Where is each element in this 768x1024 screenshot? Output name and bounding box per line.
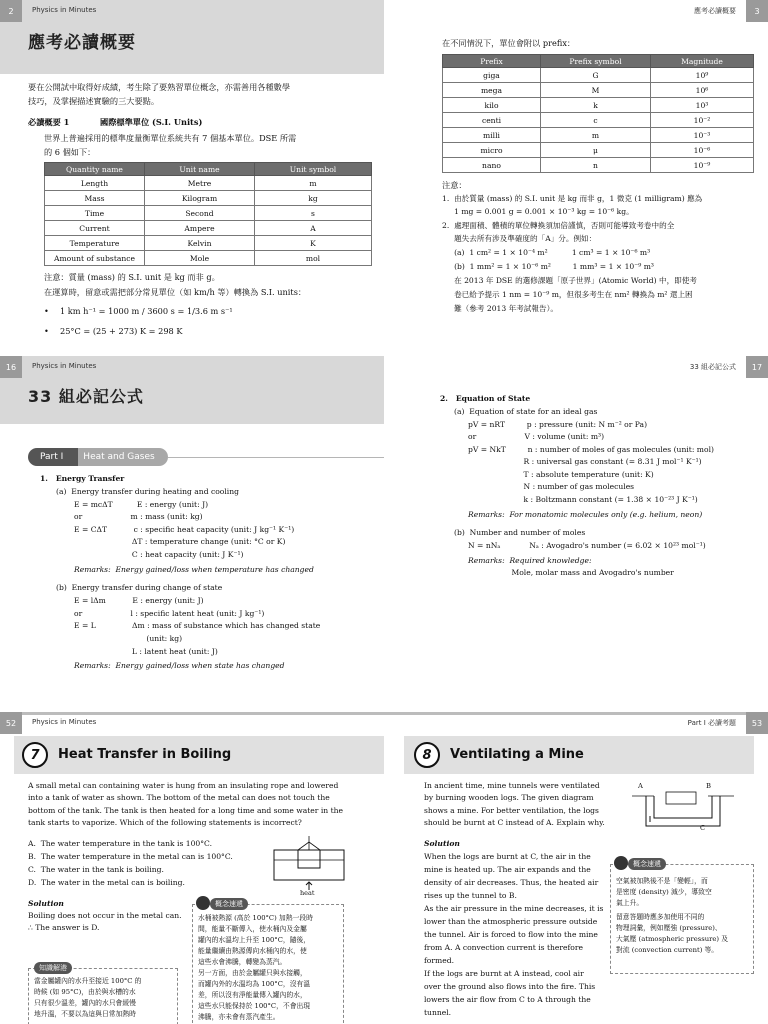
- table-header: Magnitude: [651, 55, 754, 68]
- diagram-label-c: C: [700, 824, 706, 832]
- table-cell: 10⁻⁶: [651, 143, 754, 158]
- running-header: Physics in Minutes: [32, 6, 97, 14]
- table-cell: Amount of substance: [45, 251, 145, 266]
- formula-line: E = CΔT c : specific heat capacity (unit: J kg⁻¹ K⁻¹): [74, 525, 295, 534]
- page-number: 3: [746, 0, 768, 22]
- page-16: [0, 356, 384, 698]
- concept-text: 是密度 (density) 減少，導致空: [616, 888, 712, 896]
- table-cell: 10³: [651, 98, 754, 113]
- question-title: Ventilating a Mine: [450, 747, 584, 762]
- section-name: 國際標準單位 (S.I. Units): [100, 117, 203, 127]
- concept-text: 罐內的水溫均上升至 100°C，隨後，: [198, 936, 311, 944]
- table-row: [443, 143, 754, 158]
- formula-line: E = mcΔT E : energy (unit: J): [74, 500, 209, 509]
- page-52: [0, 712, 384, 1024]
- extra-tag: 知識解港: [34, 962, 72, 974]
- table-row: [45, 206, 372, 221]
- table-cell: s: [255, 206, 372, 221]
- part-banner: [28, 448, 168, 466]
- question-number: 8: [414, 742, 440, 768]
- table-cell: c: [541, 113, 651, 128]
- table-cell: Current: [45, 221, 145, 236]
- solution-text: mine is heated up. The air expands and the: [424, 865, 591, 874]
- question-text: tank starts to vaporize. Which of the following statements is incorrect?: [28, 818, 302, 827]
- concept-tag: 概念速遞: [210, 898, 248, 910]
- concept-text: 這些水只能保持於 100°C，不會出現: [198, 1002, 311, 1010]
- table-cell: kg: [255, 191, 372, 206]
- formula-heading: 1. Energy Transfer: [40, 474, 125, 483]
- formula-line: ΔT : temperature change (unit: °C or K): [74, 537, 286, 546]
- solution-text: the tunnel. Air is forced to flow into the mine: [424, 930, 598, 939]
- formula-line: or V : volume (unit: m³): [468, 432, 605, 441]
- concept-text: 氣上升。: [616, 899, 644, 907]
- solution-text: Boiling does not occur in the metal can.: [28, 911, 182, 920]
- table-header: Prefix: [443, 55, 541, 68]
- page-title: 應考必讀概要: [28, 33, 136, 53]
- concept-text: 留意答題時應多加使用不同的: [616, 913, 705, 921]
- formula-line: or l : specific latent heat (unit: J kg⁻¹): [74, 609, 265, 618]
- page-3: [384, 0, 768, 342]
- note-line: 2. 處理面積、體積的單位轉換須加倍謹慎，否則可能導致考卷中的全: [442, 221, 675, 230]
- formula-line: (b) Energy transfer during change of state: [56, 583, 223, 592]
- note-line: (a) 1 cm² = 1 × 10⁻⁴ m² 1 cm³ = 1 × 10⁻⁶ m³: [442, 248, 651, 257]
- bullet-text: 1 km h⁻¹ = 1000 m / 3600 s = 1/3.6 m s⁻¹: [60, 306, 233, 316]
- remarks-line: Remarks: Energy gained/loss when temperature has changed: [74, 565, 314, 574]
- question-text: In ancient time, mine tunnels were ventilated: [424, 781, 600, 790]
- table-cell: k: [541, 98, 651, 113]
- running-header: Physics in Minutes: [32, 718, 97, 726]
- solution-text: density of air decreases. Thus, the heated air: [424, 878, 599, 887]
- table-cell: mega: [443, 83, 541, 98]
- formula-line: C : heat capacity (unit: J K⁻¹): [74, 550, 244, 559]
- question-text: should be burnt at C instead of A. Explain why.: [424, 818, 605, 827]
- page-number: 52: [0, 712, 22, 734]
- table-cell: Second: [145, 206, 255, 221]
- spread-divider: [0, 342, 768, 356]
- top-rule: [0, 712, 384, 715]
- table-cell: G: [541, 68, 651, 83]
- section-text: 的 6 個如下：: [44, 147, 96, 157]
- note-line: 在 2013 年 DSE 的選修課題「原子世界」(Atomic World) 中，即使考: [442, 276, 697, 285]
- table-row: [45, 176, 372, 191]
- solution-text: When the logs are burnt at C, the air in the: [424, 852, 591, 861]
- question-text: shows a mine. For better ventilation, the logs: [424, 806, 599, 815]
- diagram-label-b: B: [706, 782, 711, 790]
- table-cell: Time: [45, 206, 145, 221]
- table-row: [45, 251, 372, 266]
- table-cell: M: [541, 83, 651, 98]
- page-number: 16: [0, 356, 22, 378]
- table-cell: 10⁻⁹: [651, 158, 754, 173]
- page-2: [0, 0, 384, 342]
- formula-line: (a) Energy transfer during heating and cooling: [56, 487, 239, 496]
- concept-text: 大氣壓 (atmospheric pressure) 及: [616, 935, 729, 943]
- page-title: 33 組必記公式: [28, 387, 144, 406]
- bullet-text: 25°C = (25 + 273) K = 298 K: [60, 326, 183, 336]
- table-row: [45, 236, 372, 251]
- remarks-line: Remarks: For monatomic molecules only (e.g. helium, neon): [468, 510, 703, 519]
- concept-text: 這些水會沸騰，轉變為蒸汽。: [198, 958, 287, 966]
- extra-text: 當金屬罐內的水升至接近 100°C 的: [34, 977, 142, 985]
- lightbulb-icon: [614, 856, 628, 870]
- solution-heading: Solution: [424, 839, 460, 848]
- formula-line: pV = nRT p : pressure (unit: N m⁻² or Pa): [468, 420, 648, 429]
- table-cell: m: [255, 176, 372, 191]
- section-label: 必讀概要 1: [28, 117, 70, 127]
- solution-text: ∴ The answer is D.: [28, 923, 100, 932]
- option-c: C. The water in the tank is boiling.: [28, 865, 164, 874]
- question-text: by burning wooden logs. The given diagram: [424, 793, 594, 802]
- question-title: Heat Transfer in Boiling: [58, 747, 232, 762]
- diagram-label-a: A: [638, 782, 643, 790]
- running-header: Physics in Minutes: [32, 362, 97, 370]
- note-line: (b) 1 mm² = 1 × 10⁻⁶ m² 1 mm³ = 1 × 10⁻⁹ m³: [442, 262, 654, 271]
- solution-text: rises up the tunnel to B.: [424, 891, 517, 900]
- spread-units: [0, 0, 768, 342]
- table-cell: 10⁹: [651, 68, 754, 83]
- table-row: [45, 191, 372, 206]
- heat-label: heat: [300, 889, 315, 897]
- units-table: [44, 162, 372, 266]
- formula-line: (unit: kg): [74, 634, 183, 643]
- concept-text: 間，能量不斷傳入，使水桶內及金屬: [198, 925, 307, 933]
- table-cell: mol: [255, 251, 372, 266]
- solution-text: over the ground also flows into the fire. This: [424, 982, 596, 991]
- table-row: [443, 158, 754, 173]
- table-cell: Kelvin: [145, 236, 255, 251]
- table-header: Unit name: [145, 163, 255, 176]
- note-line: 1 mg = 0.001 g = 0.001 × 10⁻³ kg = 10⁻⁶ kg。: [442, 207, 634, 216]
- mine-diagram: [628, 782, 738, 832]
- page-53: [384, 712, 768, 1024]
- concept-text: 物理詞彙，例如壓強 (pressure)、: [616, 924, 722, 932]
- formula-line: T : absolute temperature (unit: K): [468, 470, 654, 479]
- option-b: B. The water temperature in the metal can is 100°C.: [28, 852, 233, 861]
- concept-text: 能量繼續由熱源傳向水桶內的水，使: [198, 947, 307, 955]
- concept-text: 空氣被加熱後不是「變輕」，而: [616, 877, 708, 885]
- prefix-table: [442, 54, 754, 173]
- table-cell: m: [541, 128, 651, 143]
- solution-text: tunnel.: [424, 1008, 452, 1017]
- running-header: Part I 必讀考題: [687, 719, 736, 727]
- note-line: 注意：質量 (mass) 的 S.I. unit 是 kg 而非 g。: [44, 272, 220, 282]
- concept-tag: 概念速遞: [628, 858, 666, 870]
- table-cell: A: [255, 221, 372, 236]
- question-number: 7: [22, 742, 48, 768]
- top-rule: [384, 712, 768, 715]
- note-line: 1. 由於質量 (mass) 的 S.I. unit 是 kg 而非 g，1 微克 (1 milligram) 應為: [442, 194, 703, 203]
- part-label: Part I: [40, 452, 64, 462]
- formula-line: L : latent heat (unit: J): [74, 647, 218, 656]
- table-cell: centi: [443, 113, 541, 128]
- table-cell: milli: [443, 128, 541, 143]
- formula-line: (a) Equation of state for an ideal gas: [454, 407, 598, 416]
- formula-line: E = lΔm E : energy (unit: J): [74, 596, 204, 605]
- page-number: 2: [0, 0, 22, 22]
- section-text: 世界上普遍採用的標準度量衡單位系統共有 7 個基本單位。DSE 所需: [44, 133, 297, 143]
- formula-line: N = nNₐ Nₐ : Avogadro's number (= 6.02 × 10²³ mol⁻¹): [468, 541, 706, 550]
- solution-text: As the air pressure in the mine decreases, it is: [424, 904, 604, 913]
- table-cell: K: [255, 236, 372, 251]
- question-text: bottom of the tank. The tank is then heated for a long time and some water in the: [28, 806, 344, 815]
- table-cell: nano: [443, 158, 541, 173]
- table-cell: Ampere: [145, 221, 255, 236]
- part-name: Heat and Gases: [83, 452, 155, 462]
- table-cell: 10⁻²: [651, 113, 754, 128]
- concept-text: 沸騰，亦未會有蒸汽產生。: [198, 1013, 280, 1021]
- table-row: [443, 128, 754, 143]
- solution-text: If the logs are burnt at A instead, cool air: [424, 969, 584, 978]
- concept-text: 對流 (convection current) 等。: [616, 946, 719, 954]
- table-row: [443, 113, 754, 128]
- divider: [168, 457, 384, 458]
- extra-text: 地升溫，不要以為這與日常加熱時: [34, 1010, 136, 1018]
- solution-text: from A. A convection current is therefore: [424, 943, 584, 952]
- bullet-item: •: [44, 326, 49, 336]
- table-cell: μ: [541, 143, 651, 158]
- spread-formulas: [0, 356, 768, 698]
- formula-line: pV = NkT n : number of moles of gas molecules (unit: mol): [468, 445, 714, 454]
- page-number: 17: [746, 356, 768, 378]
- page-17: [384, 356, 768, 698]
- spread-divider: [0, 698, 768, 712]
- formula-line: (b) Number and number of moles: [454, 528, 586, 537]
- table-row: [45, 221, 372, 236]
- option-d: D. The water in the metal can is boiling.: [28, 878, 185, 887]
- formula-line: or m : mass (unit: kg): [74, 512, 203, 521]
- note-line: 在運算時，留意或需把部分常見單位（如 km/h 等）轉換為 S.I. units：: [44, 287, 307, 297]
- table-cell: giga: [443, 68, 541, 83]
- table-cell: micro: [443, 143, 541, 158]
- table-cell: Mass: [45, 191, 145, 206]
- table-header: Quantity name: [45, 163, 145, 176]
- table-cell: 10⁻³: [651, 128, 754, 143]
- formula-line: R : universal gas constant (= 8.31 J mol⁻¹ K⁻¹): [468, 457, 702, 466]
- formula-heading: 2. Equation of State: [440, 394, 531, 403]
- formula-line: N : number of gas molecules: [468, 482, 635, 491]
- question-text: into a tank of water as shown. The bottom of the metal can does not touch the: [28, 793, 330, 802]
- table-cell: n: [541, 158, 651, 173]
- table-cell: Mole: [145, 251, 255, 266]
- formula-line: E = L Δm : mass of substance which has changed state: [74, 621, 321, 630]
- solution-heading: Solution: [28, 899, 64, 908]
- solution-text: formed.: [424, 956, 454, 965]
- remarks-line: Remarks: Energy gained/loss when state has changed: [74, 661, 285, 670]
- table-cell: kilo: [443, 98, 541, 113]
- table-cell: 10⁶: [651, 83, 754, 98]
- table-cell: Length: [45, 176, 145, 191]
- table-row: [443, 83, 754, 98]
- note-line: 難（參考 2013 年考試報告）。: [442, 304, 558, 313]
- intro-line: 要在公開試中取得好成績，考生除了要熟習單位概念，亦需善用各種數學: [28, 82, 291, 92]
- note-line: 卷已給予提示 1 nm = 10⁻⁹ m，但很多考生在 nm² 轉換為 m² 還上困: [442, 290, 693, 299]
- bullet-item: •: [44, 306, 49, 316]
- table-header: Prefix symbol: [541, 55, 651, 68]
- note-line: 題失去所有涉及準確度的「A」分。例如：: [442, 234, 597, 243]
- prefix-intro: 在不同情況下，單位會附以 prefix：: [442, 38, 576, 48]
- table-row: [443, 98, 754, 113]
- lightbulb-icon: [196, 896, 210, 910]
- running-header: 33 組必記公式: [689, 363, 736, 371]
- intro-line: 技巧，及掌握描述實驗的三大要點。: [28, 96, 160, 106]
- table-cell: Temperature: [45, 236, 145, 251]
- question-text: A small metal can containing water is hung from an insulating rope and lowered: [28, 781, 339, 790]
- extra-text: 時候 (如 95°C)，由於與水槽的水: [34, 988, 136, 996]
- table-cell: Metre: [145, 176, 255, 191]
- table-cell: Kilogram: [145, 191, 255, 206]
- concept-text: 另一方面，由於金屬罐只與水接觸，: [198, 969, 307, 977]
- table-row: [443, 68, 754, 83]
- concept-text: 差，所以沒有淨能量傳入罐內的水，: [198, 991, 307, 999]
- notes-heading: 注意：: [442, 180, 467, 190]
- remarks-line: Mole, molar mass and Avogadro's number: [468, 568, 674, 577]
- running-header: 應考必讀概要: [694, 7, 736, 15]
- page-number: 53: [746, 712, 768, 734]
- remarks-line: Remarks: Required knowledge:: [468, 556, 592, 565]
- formula-line: k : Boltzmann constant (= 1.38 × 10⁻²³ J K⁻¹): [468, 495, 698, 504]
- solution-text: lowers the air flow from C to A through the: [424, 995, 591, 1004]
- option-a: A. The water temperature in the tank is 100°C.: [28, 839, 212, 848]
- extra-text: 只有很少溫差，罐內的水只會緩慢: [34, 999, 136, 1007]
- concept-text: 水桶被熱源 (高於 100°C) 加熱一段時: [198, 914, 313, 922]
- table-header: Unit symbol: [255, 163, 372, 176]
- solution-text: lower than the atmospheric pressure outside: [424, 917, 598, 926]
- spread-questions: [0, 712, 768, 1024]
- concept-text: 而罐內外的水溫均為 100°C，沒有溫: [198, 980, 311, 988]
